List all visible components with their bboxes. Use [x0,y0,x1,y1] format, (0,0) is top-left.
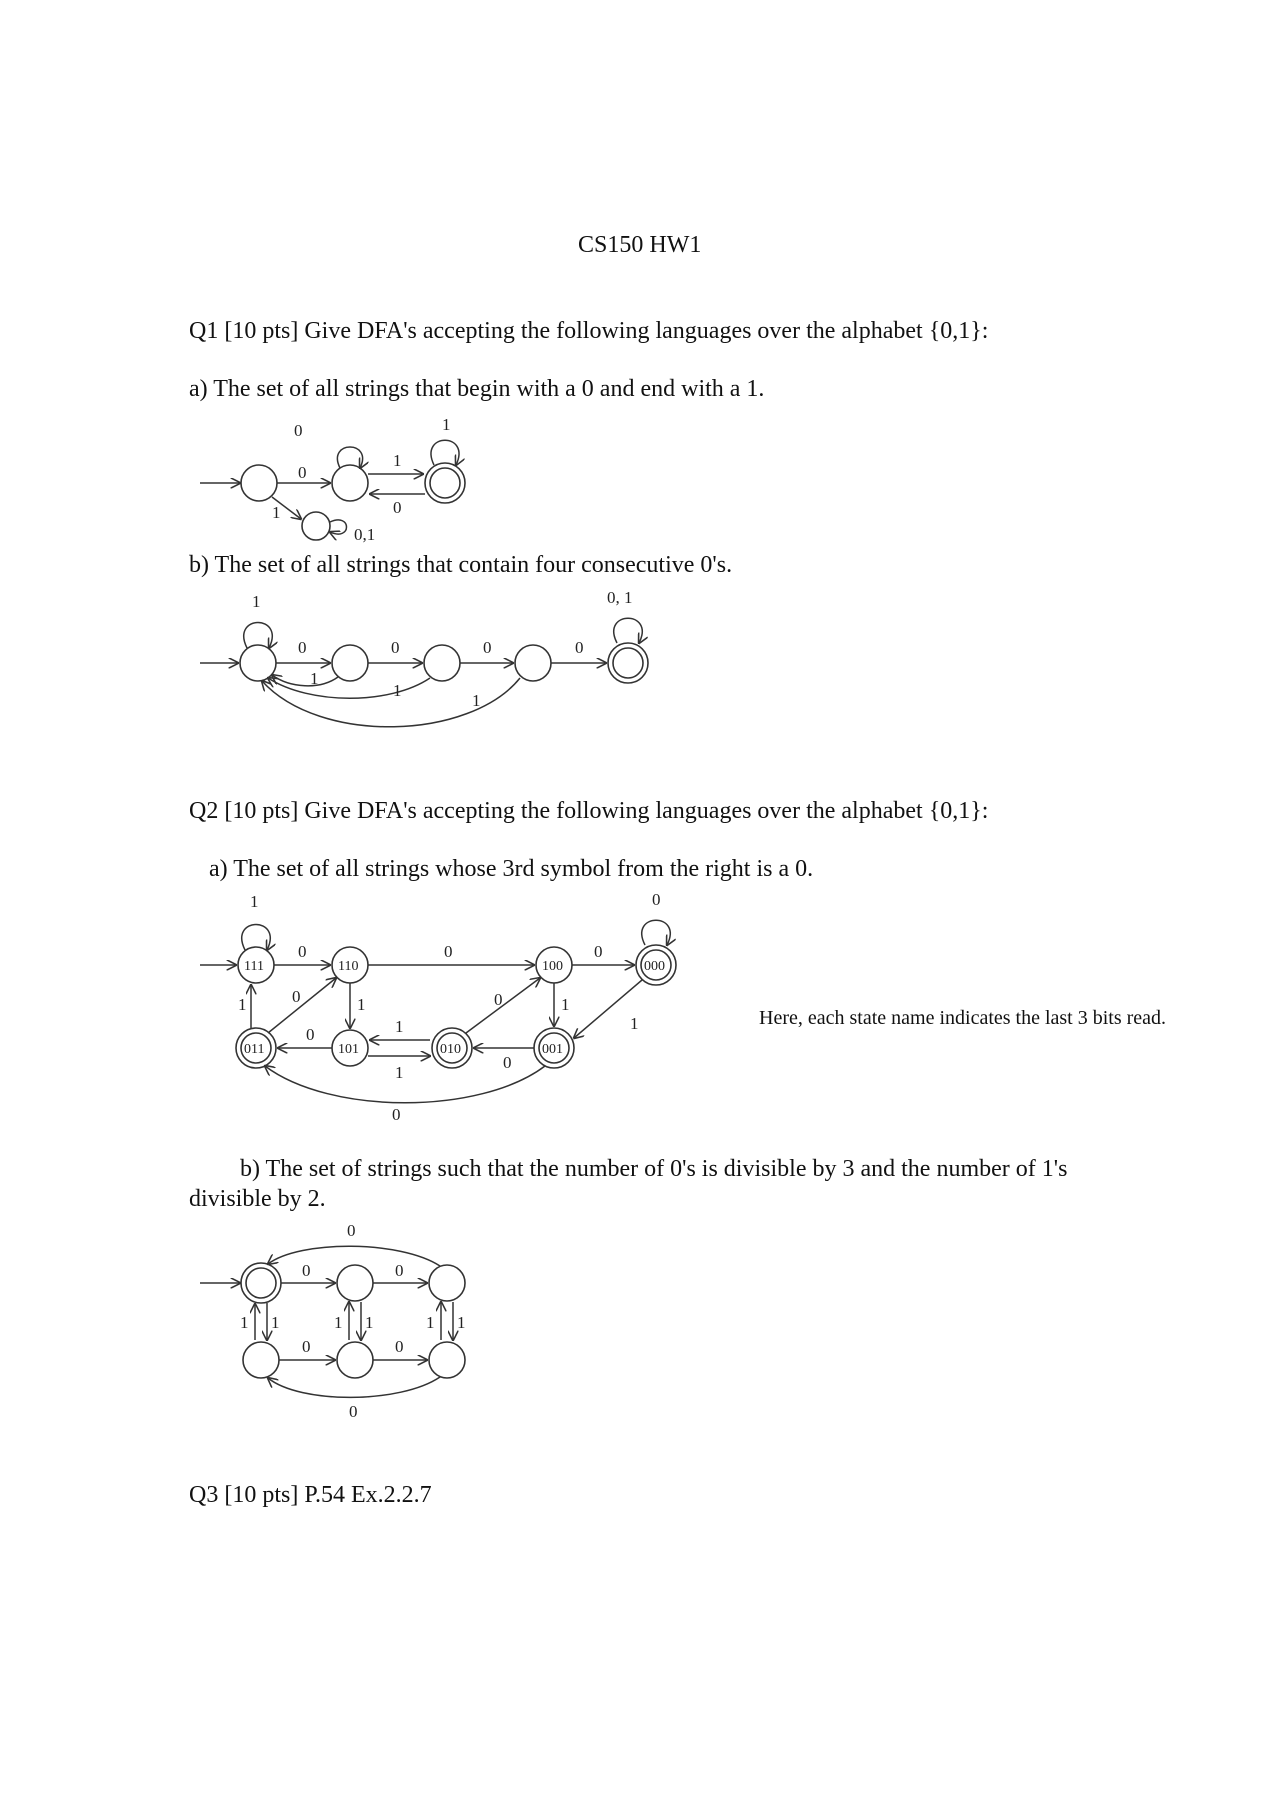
q1-prompt: Q1 [10 pts] Give DFA's accepting the following languages over the alphabet {0,1}: [189,318,989,344]
edge-label: 0 [302,1337,311,1356]
dfa-state [243,1342,279,1378]
state-name: 111 [244,959,264,974]
dfa-state [429,1342,465,1378]
q2b-text-line1: b) The set of strings such that the number of 0's is divisible by 3 and the number of 1's [240,1156,1068,1182]
edge-label: 0 [298,463,307,482]
dfa-edge [466,978,540,1033]
edge-label: 1 [472,691,481,710]
edge-label: 1 [310,669,319,688]
q1b-dfa [200,588,648,727]
dfa-edge [330,520,347,534]
q2-prompt: Q2 [10 pts] Give DFA's accepting the following languages over the alphabet {0,1}: [189,798,989,824]
dfa-edge [268,1377,440,1397]
accepting-ring [430,468,460,498]
state-name: 101 [338,1042,359,1057]
dfa-edge [268,978,336,1033]
dfa-edge [614,618,643,643]
edge-label: 0 [298,942,307,961]
edge-label: 1 [457,1313,466,1332]
edge-label: 0 [349,1402,358,1421]
edge-label: 0 [306,1025,315,1044]
state-name: 000 [644,959,665,974]
edge-label: 0 [393,498,402,517]
edge-label: 0,1 [354,525,376,544]
edge-label: 1 [393,681,402,700]
edge-label: 0 [292,987,301,1006]
accepting-ring [246,1268,276,1298]
q1a-text: a) The set of all strings that begin with a 0 and end with a 1. [189,376,765,402]
dfa-state [515,645,551,681]
edge-label: 1 [334,1313,343,1332]
edge-label: 1 [365,1313,374,1332]
edge-label: 0 [294,421,303,440]
edge-label: 1 [395,1063,404,1082]
q3-prompt: Q3 [10 pts] P.54 Ex.2.2.7 [189,1482,432,1508]
accepting-ring [613,648,643,678]
edge-label: 1 [250,892,259,911]
edge-label: 0 [302,1261,311,1280]
dfa-state [332,465,368,501]
edge-label: 1 [442,415,451,434]
dfa-state [424,645,460,681]
edge-label: 0 [503,1053,512,1072]
edge-label: 0 [347,1221,356,1240]
dfa-edge [244,623,273,649]
edge-label: 0 [298,638,307,657]
dfa-edge [431,440,459,465]
page-title: CS150 HW1 [578,232,702,258]
dfa-edge [642,920,671,945]
state-name: 010 [440,1042,461,1057]
edge-label: 1 [238,995,247,1014]
edge-label: 0 [494,990,503,1009]
edge-label: 1 [357,995,366,1014]
edge-label: 0 [395,1337,404,1356]
state-name: 001 [542,1042,563,1057]
edge-label: 0 [392,1105,401,1124]
q2a-dfa [200,890,676,1124]
edge-label: 1 [252,592,261,611]
dfa-edge [268,1246,440,1266]
q2b-dfa [200,1221,466,1421]
q2a-note: Here, each state name indicates the last 3 bits read. [759,1007,1167,1029]
q2a-text: a) The set of all strings whose 3rd symbol from the right is a 0. [209,856,814,882]
edge-label: 1 [426,1313,435,1332]
edge-label: 0 [483,638,492,657]
state-name: 110 [338,959,359,974]
dfa-state [337,1342,373,1378]
edge-label: 0 [444,942,453,961]
dfa-edge [242,925,271,951]
edge-label: 0 [652,890,661,909]
dfa-state [302,512,330,540]
edge-label: 0 [575,638,584,657]
dfa-edge [272,675,338,686]
edge-label: 0 [391,638,400,657]
dfa-state [240,645,276,681]
edge-label: 1 [395,1017,404,1036]
dfa-state [332,645,368,681]
edge-label: 0, 1 [607,588,633,607]
edge-label: 1 [561,995,570,1014]
q1b-text: b) The set of all strings that contain four consecutive 0's. [189,552,733,578]
dfa-state [337,1265,373,1301]
q2b-text-line2: divisible by 2. [189,1186,326,1212]
edge-label: 1 [272,503,281,522]
q1a-dfa [200,415,465,544]
dfa-state [241,465,277,501]
state-name: 100 [542,959,563,974]
state-name: 011 [244,1042,265,1057]
edge-label: 1 [630,1014,639,1033]
edge-label: 0 [395,1261,404,1280]
dfa-state [429,1265,465,1301]
edge-label: 1 [271,1313,280,1332]
edge-label: 0 [594,942,603,961]
edge-label: 1 [240,1313,249,1332]
edge-label: 1 [393,451,402,470]
